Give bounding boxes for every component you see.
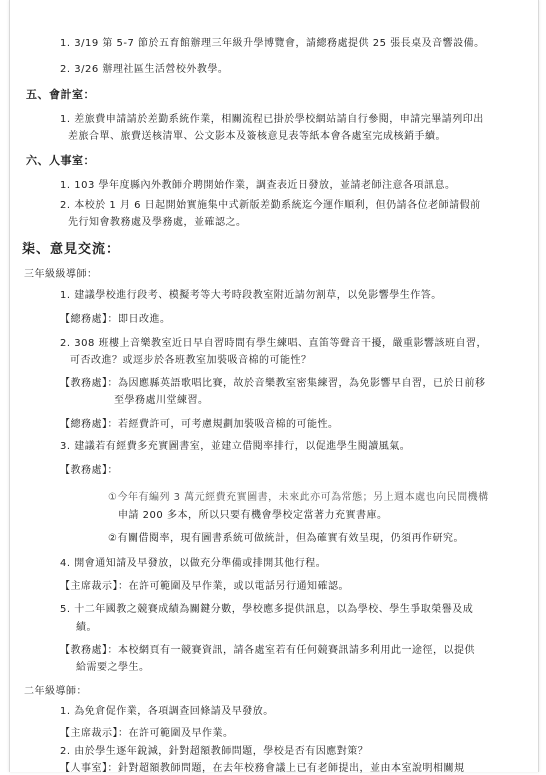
response-item: 【總務處】：即日改進。: [60, 314, 171, 325]
document-page: [9, 0, 539, 772]
response-item: 【教務處】：本校網頁有一競賽資訊，請各處室若有任何競賽訊請多利用此一途徑，以提供: [60, 645, 475, 656]
list-item: 1. 差旅費申請請於差勤系統作業，相關流程已掛於學校網站請自行參閱，申請完畢請列印出: [60, 114, 484, 125]
question-item: 1. 建議學校進行段考、模擬考等大考時段教室附近請勿割草，以免影響學生作答。: [60, 290, 442, 301]
response-item: 【主席裁示】：在許可範圍及早作業，或以電話另行通知確認。: [60, 581, 349, 592]
response-point: ②有關借閱率，現有圖書系統可做統計，但為確實有效呈現，仍須再作研究。: [108, 533, 464, 544]
list-item-continuation: 差旅合單、旅費送核清單、公文影本及簽核意見表等紙本會各處室完成核銷手續。: [68, 131, 446, 142]
response-continuation: 至學務處川堂練習。: [114, 395, 209, 406]
question-item: 2. 由於學生逐年銳減，針對超額教師問題，學校是否有因應對策？: [60, 746, 369, 757]
section-heading: 六、人事室：: [26, 154, 95, 167]
response-item: 【人事室】：針對超額教師問題，在去年校務會議上已有老師提出，並由本室說明相關規: [60, 763, 465, 774]
response-point: ①今年有編列 3 萬元經費充實圖書，未來此亦可為常態；另上週本處也向民間機構: [108, 492, 489, 503]
list-item: 2. 本校於 1 月 6 日起開始實施集中式新版差勤系統迄今運作順利，但仍請各位老師請假前: [60, 200, 481, 211]
response-item: 【教務處】：為因應縣英語歌唱比賽，故於音樂教室密集練習，為免影響早自習，已於日前移: [60, 378, 486, 389]
list-item: 1. 103 學年度縣內外教師介聘開始作業，調查表近日發放，並請老師注意各項訊息。: [60, 180, 456, 191]
question-item: 5. 十二年國教之競賽成績為關鍵分數，學校應多提供訊息，以為學校、學生爭取榮譽及成: [60, 604, 474, 615]
response-continuation: 給需要之學生。: [76, 662, 150, 673]
question-item: 3. 建議若有經費多充實圖書室，並建立借閱率排行，以促進學生閱讀風氣。: [60, 441, 411, 452]
response-point-continuation: 申請 200 多本，所以只要有機會學校定當著力充實書庫。: [118, 510, 388, 521]
question-item: 1. 為免倉促作業，各項調查回條請及早發放。: [60, 706, 274, 717]
response-item: 【總務處】：若經費許可，可考慮規劃加裝吸音棉的可能性。: [60, 419, 339, 430]
list-item-continuation: 先行知會教務處及學務處，並確認之。: [68, 217, 247, 228]
section-heading: 五、會計室：: [26, 88, 95, 101]
list-item: 2. 3/26 辦理社區生活營校外教學。: [60, 64, 229, 75]
question-continuation: 績。: [76, 622, 97, 633]
list-item: 1. 3/19 第 5-7 節於五育館辦理三年級升學博覽會，請總務處提供 25 張長桌及音響設備。: [60, 38, 485, 49]
response-item: 【主席裁示】：在許可範圍及早作業。: [60, 728, 234, 739]
part-heading: 柒、意見交流：: [22, 242, 121, 257]
question-item: 2. 308 班樓上音樂教室近日早自習時間有學生練唱、直笛等聲音干擾，嚴重影響該班自習，: [60, 338, 487, 349]
question-item: 4. 開會通知請及早發放，以做充分準備或排開其他行程。: [60, 558, 327, 569]
group-heading: 二年級導師：: [24, 686, 87, 697]
group-heading: 三年級級導師：: [24, 269, 98, 280]
response-label: 【教務處】：: [60, 465, 118, 476]
question-continuation: 可否改進？或逕步於各班教室加裝吸音棉的可能性？: [70, 355, 312, 366]
